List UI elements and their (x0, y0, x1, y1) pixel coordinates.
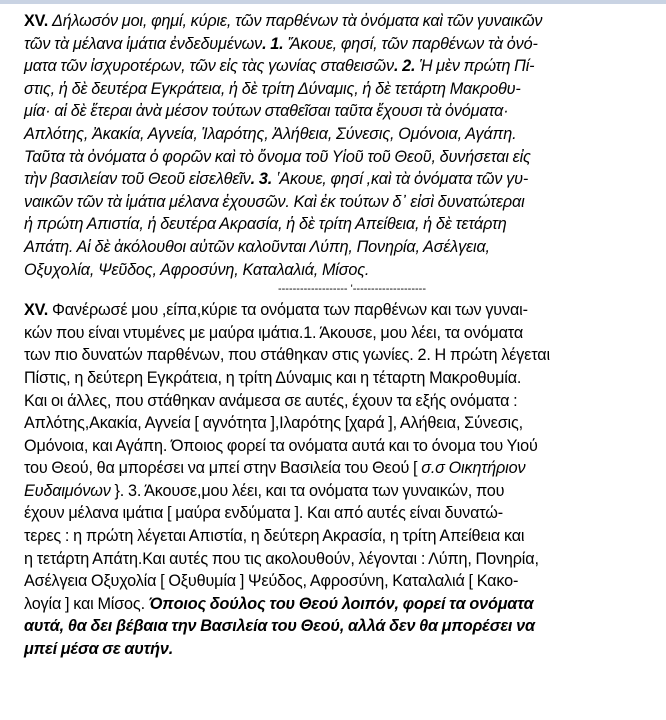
text-run: Ἄκουε, φησί, τῶν παρθένων τὰ ὀνό- (283, 34, 538, 53)
text-run: Απάτη. Αἱ δὲ ἀκόλουθοι αὐτῶν καλοῦνται Λύπη, Πονηρία, Ασέλγεια, (24, 237, 490, 256)
text-run: η τετάρτη Απάτη.Και αυτές που τις ακολουθούν, λέγονται : Λύπη, Πονηρία, (24, 549, 539, 568)
text-run: μία· αἱ δὲ ἕτεραι ἀνὰ μέσον τούτων σταθεῖσαι ταῦτα ἔχουσι τὰ ὀνόματα· (24, 102, 509, 121)
text-line (24, 344, 654, 367)
text-line (24, 367, 654, 390)
text-line (24, 236, 654, 259)
text-line (24, 33, 654, 56)
text-line (24, 435, 654, 458)
text-line (24, 213, 654, 236)
text-line (24, 457, 654, 480)
emphasized-text: αυτά, θα δει βέβαια την Βασιλεία του Θεού, αλλά δεν θα μπορέσει να (24, 617, 535, 636)
text-run: Δήλωσόν μοι, φημί, κύριε, τῶν παρθένων τὰ ὀνόματα καὶ τῶν γυναικῶν (48, 12, 543, 30)
text-line (24, 123, 654, 146)
modern-greek-paragraph (24, 299, 654, 661)
text-run: Ασέλγεια Οξυχολία [ Οξυθυμία ] Ψεύδος, Αφροσύνη, Καταλαλιά [ Κακο- (24, 572, 519, 591)
text-line (24, 638, 654, 661)
chapter-number: XV. (24, 301, 49, 320)
text-run: τερες : η πρώτη λέγεται Απιστία, η δεύτερη Ακρασία, η τρίτη Απείθεια και (24, 527, 525, 546)
text-run: }. 3. Άκουσε,μου λέει, και τα ονόματα των γυναικών, που (110, 481, 505, 500)
emphasized-text: . 2. (393, 57, 416, 76)
text-run: Απλότης, Ἀκακία, Αγνεία, Ἱλαρότης, Ἀλήθεια, Σύνεσις, Ομόνοια, Αγάπη. (24, 124, 517, 143)
text-run: ματα τῶν ἰσχυροτέρων, τῶν εἰς τὰς γωνίας σταθεισῶν (24, 57, 394, 76)
text-run: Ἡ μὲν πρώτη Πί- (415, 57, 535, 76)
text-line (24, 10, 654, 33)
document-page (24, 4, 654, 661)
text-run: Οξυχολία, Ψεῦδος, Αφροσύνη, Καταλαλιά, Μίσος. (24, 260, 370, 279)
emphasized-text: . 1. (262, 34, 284, 53)
emphasized-text: Όποιος δούλος του Θεού λοιπόν, φορεί τα ονόματα (148, 594, 534, 613)
section-separator: ------------------- '-------------------- (277, 283, 427, 296)
text-line (24, 412, 654, 435)
text-line (24, 100, 654, 123)
text-run: Φανέρωσέ μου ,είπα,κύριε τα ονόματα των παρθένων και των γυναι- (48, 301, 528, 320)
text-run: ἡ πρώτη Απιστία, ἡ δευτέρα Ακρασία, ἡ δὲ τρίτη Απείθεια, ἡ δὲ τετάρτη (24, 215, 507, 234)
text-run: ʽΑκουε, φησί ,καὶ τὰ ὀνόματα τῶν γυ- (272, 170, 529, 189)
text-run: ναικῶν τῶν τὰ ἱμάτια μέλανα ἐχουσῶν. Καὶ ἐκ τούτων δ᾽ εἰσὶ δυνατώτεραι (24, 192, 525, 211)
text-line (24, 146, 654, 169)
text-run: Ομόνοια, και Αγάπη. Όποιος φορεί τα ονόματα αυτά και το όνομα του Υιού (24, 436, 538, 455)
text-run: στις, ἡ δὲ δευτέρα Εγκράτεια, ἡ δὲ τρίτη Δύναμις, ἡ δὲ τετάρτη Μακροθυ- (24, 79, 521, 98)
text-run: τὴν βασιλείαν τοῦ Θεοῦ εἰσελθεῖν (24, 170, 251, 189)
text-line (24, 322, 654, 345)
text-line (24, 480, 654, 503)
text-run: των πιο δυνατών παρθένων, που στάθηκαν στις γωνίες. 2. Η πρώτη λέγεται (24, 346, 550, 365)
text-run: τῶν τὰ μέλανα ἱμάτια ἐνδεδυμένων (24, 34, 263, 53)
text-run: Ευδαιμόνων (24, 481, 111, 500)
ancient-greek-paragraph (24, 10, 654, 281)
text-line (24, 502, 654, 525)
text-line (24, 299, 654, 322)
emphasized-text: . 3. (250, 170, 273, 189)
text-line (24, 78, 654, 101)
text-line (24, 191, 654, 214)
text-line (24, 593, 654, 616)
text-run: Και οι άλλες, που στάθηκαν ανάμεσα σε αυτές, έχουν τα εξής ονόματα : (24, 391, 518, 410)
emphasized-text: μπεί μέσα σε αυτήν. (24, 640, 174, 659)
text-run: λογία ] και Μίσος. (24, 594, 149, 613)
text-run: σ.σ Οικητήριον (421, 459, 526, 478)
text-line (24, 548, 654, 571)
text-run: Πίστις, η δεύτερη Εγκράτεια, η τρίτη Δύναμις και η τέταρτη Μακροθυμία. (24, 368, 522, 387)
text-run: έχουν μέλανα ιμάτια [ μαύρα ενδύματα ]. Και από αυτές είναι δυνατώ- (24, 504, 504, 523)
text-run: του Θεού, θα μπορέσει να μπεί στην Βασιλεία του Θεού [ (24, 459, 422, 478)
text-line (24, 390, 654, 413)
text-line (24, 570, 654, 593)
text-line (24, 615, 654, 638)
text-line (24, 55, 654, 78)
text-line (24, 168, 654, 191)
text-run: Ταῦτα τὰ ὀνόματα ὁ φορῶν καὶ τὸ ὄνομα τοῦ Υἱοῦ τοῦ Θεοῦ, δυνήσεται εἰς (24, 147, 531, 166)
text-line (24, 259, 654, 282)
text-line (24, 525, 654, 548)
text-run: κών που είναι ντυμένες με μαύρα ιμάτια.1. Άκουσε, μου λέει, τα ονόματα (24, 323, 524, 342)
chapter-number: XV. (24, 12, 49, 30)
text-run: Απλότης,Ακακία, Αγνεία [ αγνότητα ],Ιλαρότης [χαρά ], Αλήθεια, Σύνεσις, (24, 414, 523, 433)
